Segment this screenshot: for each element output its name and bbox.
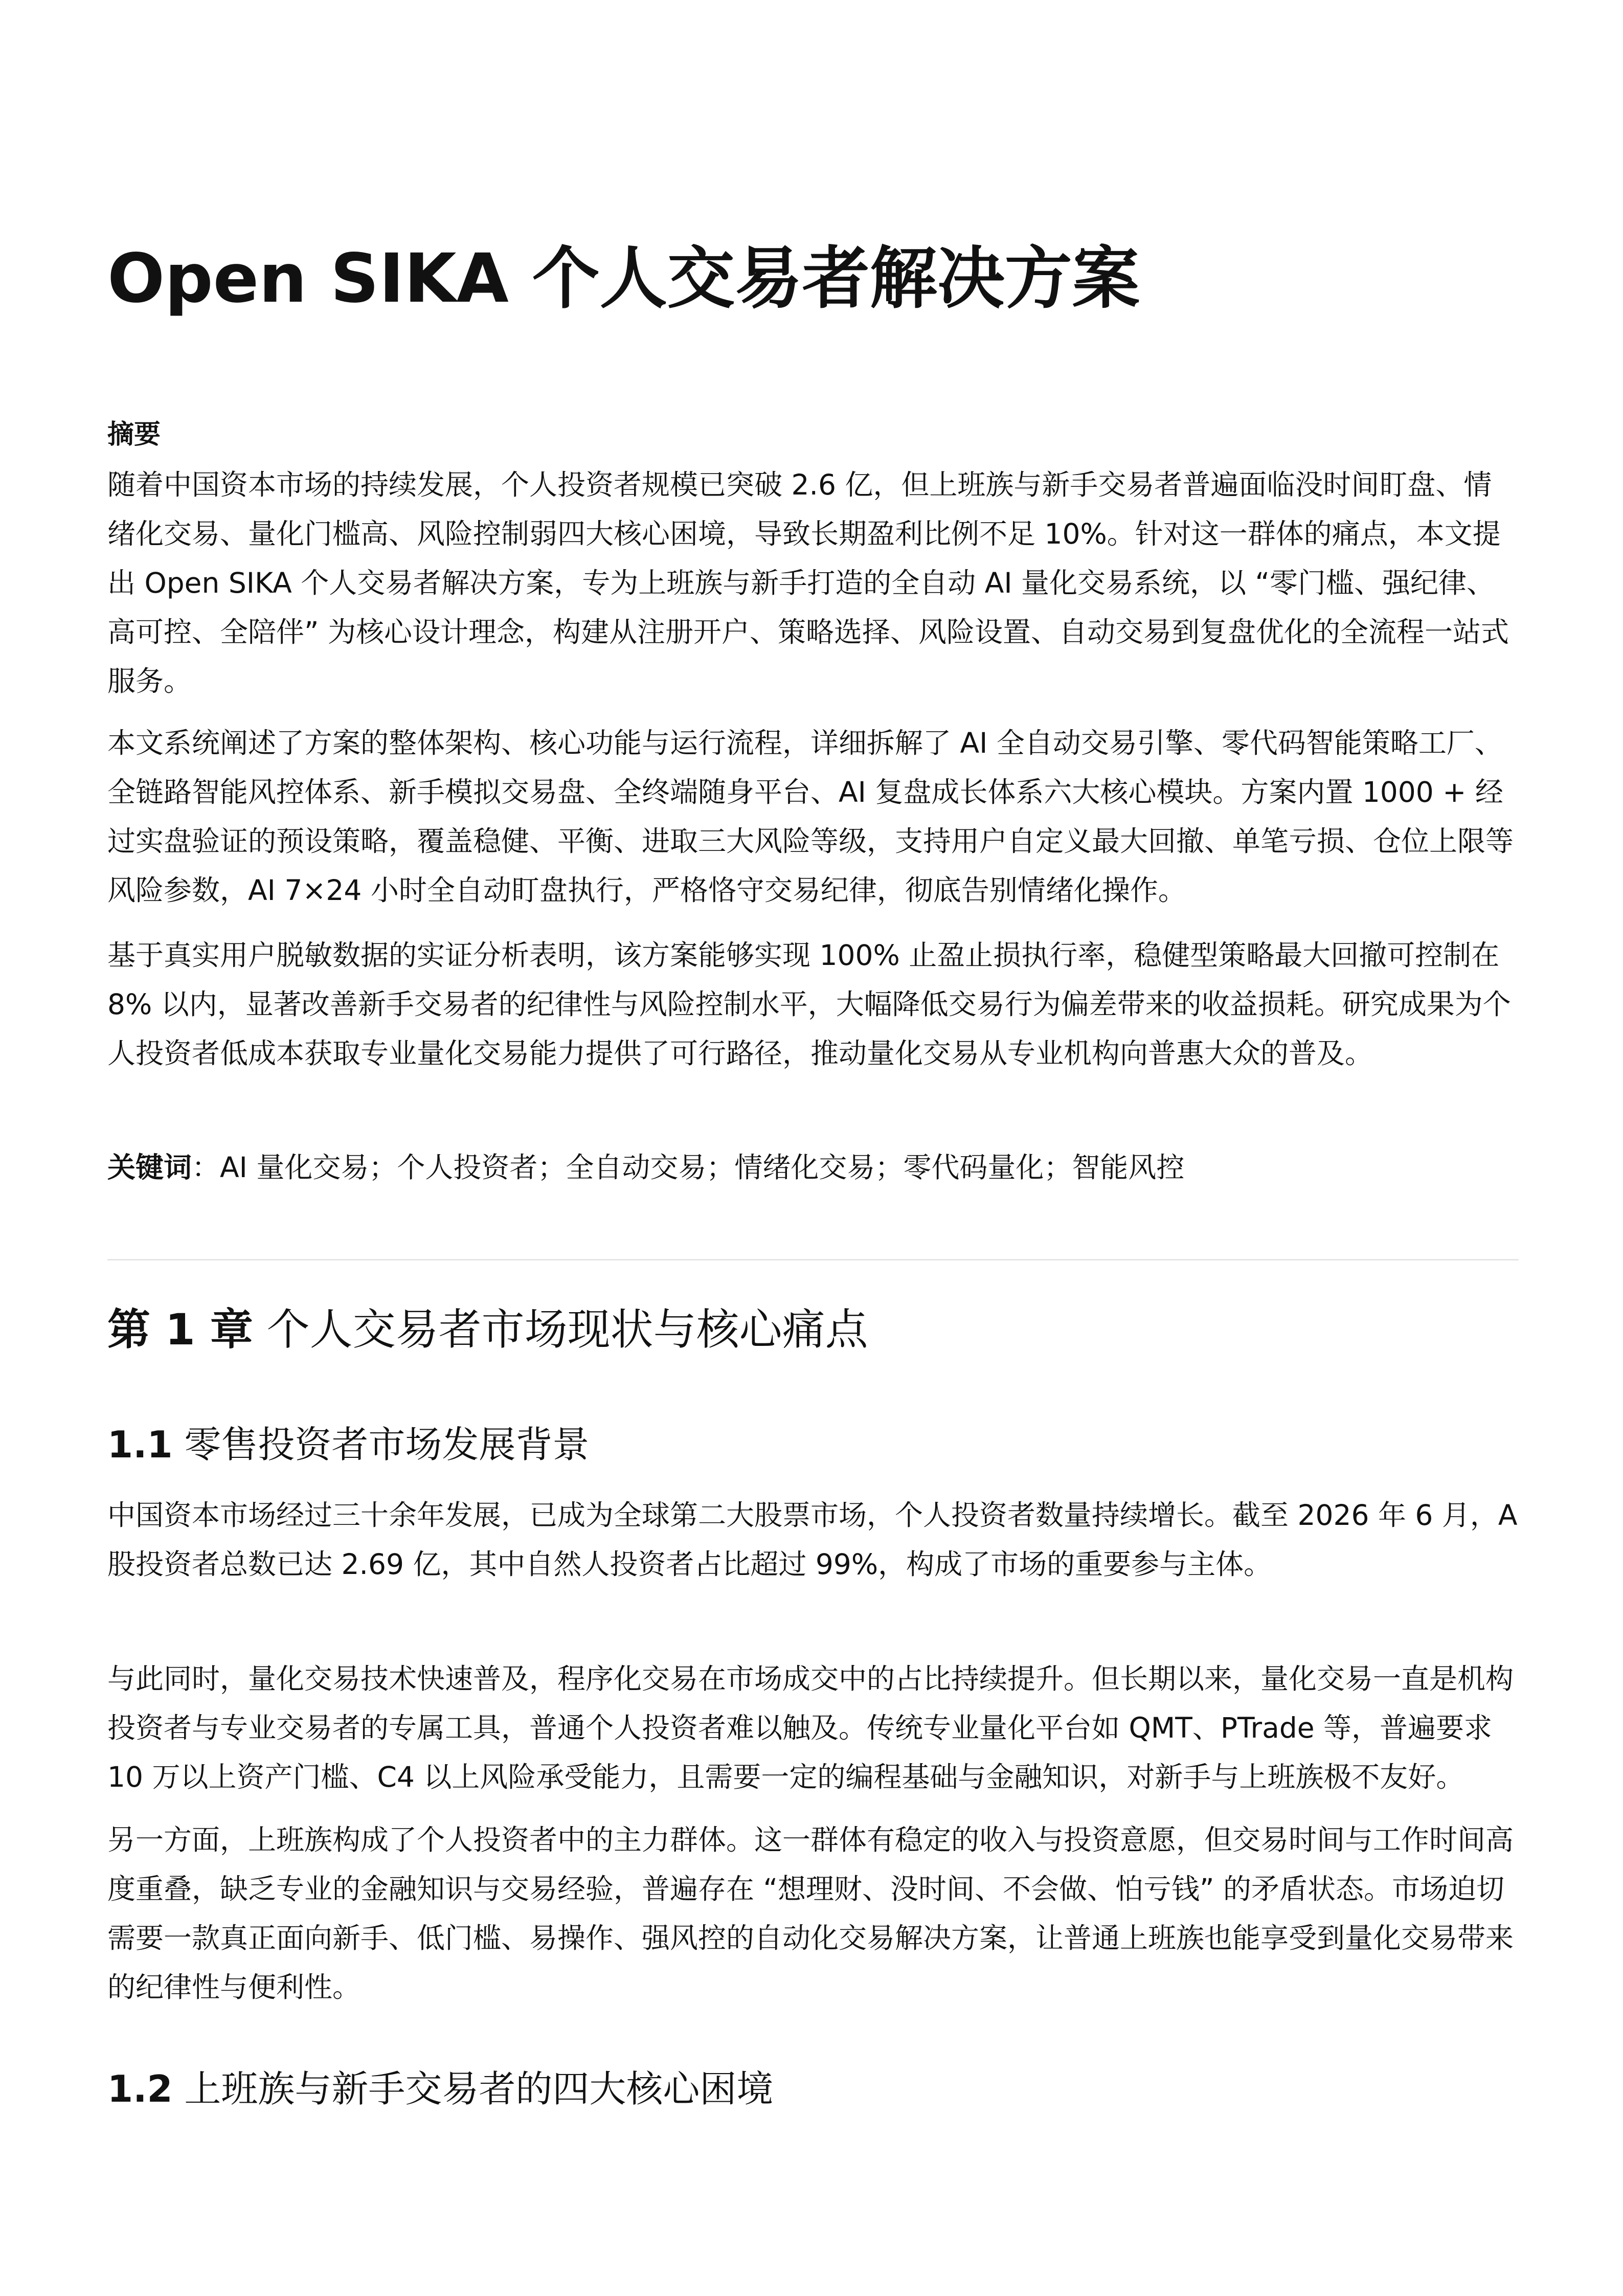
section-1-1-paragraph-3: 另一方面，上班族构成了个人投资者中的主力群体。这一群体有稳定的收入与投资意愿，但交易时间与工作时间高度重叠，缺乏专业的金融知识与交易经验，普遍存在 “想理财、没时间、不会做、怕亏钱” 的矛盾状态。市场迫切需要一款真正面向新手、低门槛、易操作、强风控的自动化交易解决方案，让普通上班族也能享受到量化交易带来的纪律性与便利性。 [107, 1824, 1514, 2004]
document-title: Open SIKA 个人交易者解决方案 [107, 239, 1140, 318]
keywords-line [107, 1143, 1519, 1192]
section-1-2-heading [107, 2061, 773, 2117]
abstract-paragraph-1: 随着中国资本市场的持续发展，个人投资者规模已突破 2.6 亿，但上班族与新手交易者普遍面临没时间盯盘、情绪化交易、量化门槛高、风险控制弱四大核心困境，导致长期盈利比例不足 10%。针对这一群体的痛点，本文提出 Open SIKA 个人交易者解决方案，专为上班族与新手打造的全自动 AI 量化交易系统，以 “零门槛、强纪律、高可控、全陪伴” 为核心设计理念，构建从注册开户、策略选择、风险设置、自动交易到复盘优化的全流程一站式服务。 [107, 468, 1509, 697]
chapter-1-title: 个人交易者市场现状与核心痛点 [253, 1304, 868, 1355]
section-divider [107, 1259, 1519, 1260]
section-1-1-heading [107, 1416, 589, 1473]
keywords-text: ：AI 量化交易；个人投资者；全自动交易；情绪化交易；零代码量化；智能风控 [192, 1151, 1185, 1184]
chapter-1-heading [107, 1296, 868, 1363]
keywords-label: 关键词 [107, 1151, 192, 1184]
section-1-1-title: 零售投资者市场发展背景 [172, 1423, 590, 1466]
section-1-2-number: 1.2 [107, 2067, 173, 2110]
abstract-paragraph-2: 本文系统阐述了方案的整体架构、核心功能与运行流程，详细拆解了 AI 全自动交易引擎、零代码智能策略工厂、全链路智能风控体系、新手模拟交易盘、全终端随身平台、AI 复盘成长体系六大核心模块。方案内置 1000 + 经过实盘验证的预设策略，覆盖稳健、平衡、进取三大风险等级，支持用户自定义最大回撤、单笔亏损、仓位上限等风险参数，AI 7×24 小时全自动盯盘执行，严格恪守交易纪律，彻底告别情绪化操作。 [107, 727, 1514, 907]
chapter-1-number: 第 1 章 [107, 1304, 253, 1355]
abstract-heading: 摘要 [107, 419, 161, 450]
section-1-1-paragraph-2: 与此同时，量化交易技术快速普及，程序化交易在市场成交中的占比持续提升。但长期以来，量化交易一直是机构投资者与专业交易者的专属工具，普通个人投资者难以触及。传统专业量化平台如 QMT、PTrade 等，普遍要求 10 万以上资产门槛、C4 以上风险承受能力，且需要一定的编程基础与金融知识，对新手与上班族极不友好。 [107, 1662, 1514, 1793]
section-1-1-number: 1.1 [107, 1423, 173, 1466]
abstract-paragraph-3: 基于真实用户脱敏数据的实证分析表明，该方案能够实现 100% 止盈止损执行率，稳健型策略最大回撤可控制在 8% 以内，显著改善新手交易者的纪律性与风险控制水平，大幅降低交易行为偏差带来的收益损耗。研究成果为个人投资者低成本获取专业量化交易能力提供了可行路径，推动量化交易从专业机构向普惠大众的普及。 [107, 939, 1511, 1070]
section-1-2-title: 上班族与新手交易者的四大核心困境 [172, 2067, 774, 2110]
section-1-1-paragraph-1: 中国资本市场经过三十余年发展，已成为全球第二大股票市场，个人投资者数量持续增长。截至 2026 年 6 月，A 股投资者总数已达 2.69 亿，其中自然人投资者占比超过 99%，构成了市场的重要参与主体。 [107, 1499, 1518, 1581]
